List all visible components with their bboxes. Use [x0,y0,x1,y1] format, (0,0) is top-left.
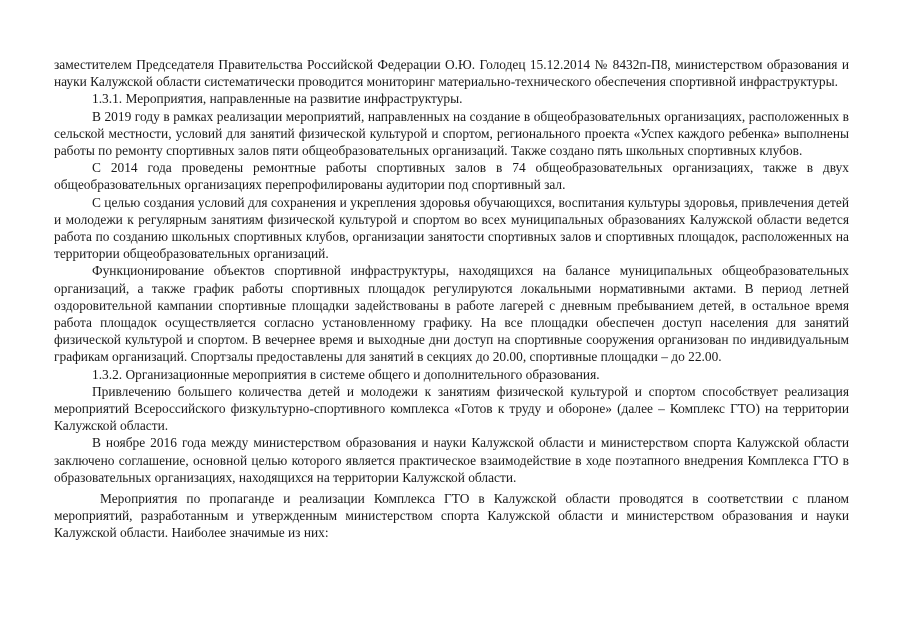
paragraph: С 2014 года проведены ремонтные работы спортивных залов в 74 общеобразовательных организациях, также в двух общеобразовательных организациях перепрофилированы аудитории под спортивный зал. [54,160,849,193]
paragraph: Функционирование объектов спортивной инфраструктуры, находящихся на балансе муниципальных общеобразовательных организаций, а также график работы спортивных площадок регулируются локальными нормативными актами. В период летней оздоровительной кампании спортивные площадки задействованы в работе лагерей с дневным пребыванием детей, в остальное время работа площадок осуществляется согласно установленному графику. На все площадки обеспечен доступ населения для занятий физической культурой и спортом. В вечернее время и выходные дни доступ на спортивные сооружения организован по индивидуальным графикам организаций. Спортзалы предоставлены для занятий в секциях до 20.00, спортивные площадки – до 22.00. [54,263,849,365]
paragraph: Привлечению большего количества детей и молодежи к занятиям физической культурой и спортом способствует реализация мероприятий Всероссийского физкультурно-спортивного комплекса «Готов к труду и обороне» (далее – Комплекс ГТО) на территории Калужской области. [54,383,849,434]
paragraph: В ноябре 2016 года между министерством образования и науки Калужской области и министерством спорта Калужской области заключено соглашение, основной целью которого является практическое взаимодействие в ходе поэтапного внедрения Комплекса ГТО в образовательных организациях, находящихся на территории Калужской области. [54,435,849,485]
paragraph-continuation: заместителем Председателя Правительства Российской Федерации О.Ю. Голодец 15.12.2014 № 8432п-П8, министерством образования и науки Калужской области систематически проводится мониторинг материально-технического обеспечения спортивной инфраструктуры. [54,57,849,90]
paragraph: С целью создания условий для сохранения и укрепления здоровья обучающихся, воспитания культуры здоровья, привлечения детей и молодежи к регулярным занятиям физической культурой и спортом во всех муниципальных образованиях Калужской области ведется работа по созданию школьных спортивных клубов, организации занятости спортивных залов и спортивных площадок, расположенных на территории общеобразовательных организаций. [54,194,849,262]
section-heading-1-3-2: 1.3.2. Организационные мероприятия в системе общего и дополнительного образования. [92,366,600,382]
paragraph: В 2019 году в рамках реализации мероприятий, направленных на создание в общеобразовательных организациях, расположенных в сельской местности, условий для занятий физической культурой и спортом, регионального проекта «Успех каждого ребенка» выполнены работы по ремонту спортивных залов пяти общеобразовательных организаций. Также создано пять школьных спортивных клубов. [54,108,849,159]
document-page [54,56,849,542]
paragraph: Мероприятия по пропаганде и реализации Комплекса ГТО в Калужской области проводятся в соответствии с планом мероприятий, разработанным и утвержденным министерством спорта Калужской области и министерством образования и науки Калужской области. Наиболее значимые из них: [54,491,849,541]
section-heading-1-3-1: 1.3.1. Мероприятия, направленные на развитие инфраструктуры. [92,91,463,107]
